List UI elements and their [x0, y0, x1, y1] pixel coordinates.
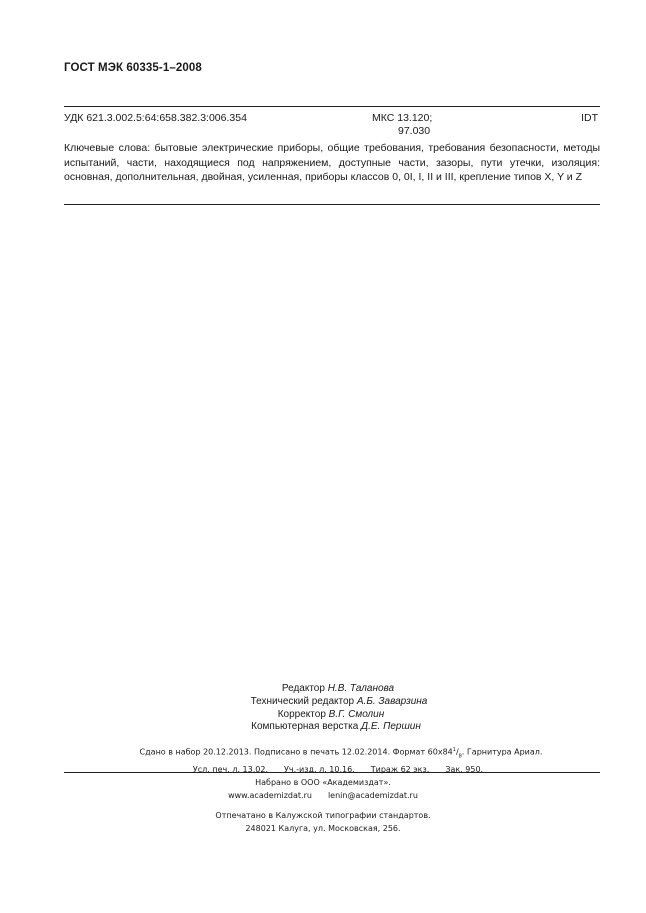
keywords-divider [64, 204, 600, 205]
printed-at: Отпечатано в Калужской типографии стандартов. [215, 811, 431, 820]
website-link[interactable]: www.academizdat.ru [228, 790, 312, 800]
keywords-paragraph: Ключевые слова: бытовые электрические приборы, общие требования, требования безопасности, методы испытаний, части, находящиеся под напряжением, доступные части, зазоры, пути утечки, изоляция: основная, дополнительная, двойная, усиленная, приборы классов 0, 0I, I, II и III, крепление типов X, Y и Z [64, 142, 600, 183]
printing-info [0, 777, 646, 835]
standard-code: ГОСТ МЭК 60335-1–2008 [64, 62, 202, 74]
idt-marker: IDT [581, 112, 598, 124]
credit-corrector: Корректор В.Г. Смолин [277, 708, 385, 720]
printer-address: 248021 Калуга, ул. Московская, 256. [245, 823, 401, 833]
mks-line-1: МКС 13.120; [372, 112, 433, 124]
typeset-by: Набрано в ООО «Академиздат». [255, 778, 391, 787]
udk-code: УДК 621.3.002.5:64:658.382.3:006.354 [64, 112, 247, 124]
mks-code [372, 112, 432, 138]
email-link[interactable]: lenin@academizdat.ru [327, 790, 418, 800]
credit-tech-editor: Технический редактор А.Б. Заварзина [250, 695, 428, 707]
credit-editor: Редактор Н.В. Таланова [281, 683, 395, 694]
publication-line-1: Сдано в набор 20.12.2013. Подписано в печать 12.02.2014. Формат $60х84^1/_8$. Гарнитура Ариал. [139, 747, 543, 760]
imprint-divider [64, 772, 600, 773]
mks-line-2: 97.030 [398, 125, 431, 137]
contacts [0, 790, 646, 803]
credit-layout: Компьютерная верстка Д.Е. Першин [251, 721, 421, 733]
top-divider [64, 106, 600, 107]
credits-block [0, 683, 646, 734]
publication-line-2: Усл. печ. л. 13,02. Уч.-изд. л. 10,16. Тираж 62 экз. Зак. 950. [192, 765, 484, 775]
